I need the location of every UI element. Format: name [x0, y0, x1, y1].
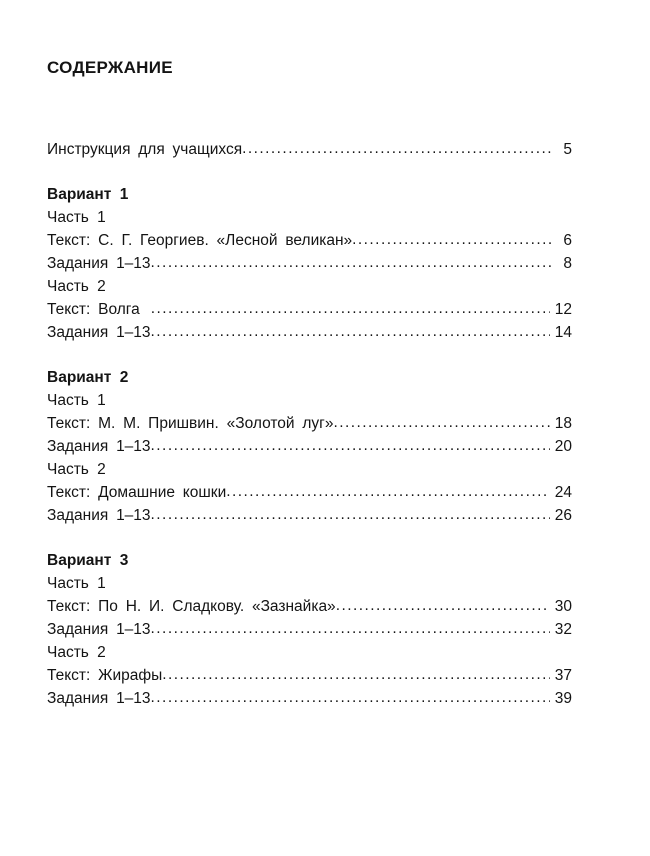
toc-entry-page: 6	[563, 232, 572, 249]
toc-section	[47, 183, 572, 344]
dot-leader	[352, 230, 554, 245]
toc-entry-page: 18	[554, 415, 572, 432]
toc-subheading: Часть 1	[47, 392, 106, 409]
toc-entry[interactable]	[47, 504, 572, 527]
toc-sections	[47, 183, 572, 710]
toc-entry[interactable]	[47, 687, 572, 710]
dot-leader	[151, 619, 550, 634]
toc-entry-label: Текст: Домашние кошки	[47, 484, 227, 501]
toc-entry[interactable]	[47, 595, 572, 618]
toc-subheading: Часть 2	[47, 461, 106, 478]
toc-entry-label: Текст: Волга	[47, 301, 140, 318]
toc-subheading: Часть 1	[47, 209, 106, 226]
table-of-contents	[47, 57, 572, 710]
toc-section-heading: Вариант 3	[47, 552, 129, 569]
toc-entry-label: Задания 1–13	[47, 690, 151, 707]
toc-section-heading: Вариант 2	[47, 369, 129, 386]
toc-entry-page: 14	[554, 324, 572, 341]
toc-entry-label: Задания 1–13	[47, 324, 151, 341]
dot-leader	[336, 596, 550, 611]
toc-entry-page: 32	[554, 621, 572, 638]
toc-entry-instruction[interactable]	[47, 138, 572, 161]
toc-entry-page: 26	[554, 507, 572, 524]
toc-entry-label: Задания 1–13	[47, 621, 151, 638]
toc-entry-label: Задания 1–13	[47, 255, 151, 272]
toc-subheading: Часть 2	[47, 278, 106, 295]
toc-entry[interactable]	[47, 321, 572, 344]
toc-entry-page: 20	[554, 438, 572, 455]
toc-section-heading: Вариант 1	[47, 186, 129, 203]
toc-entry-label: Текст: По Н. И. Сладкову. «Зазнайка»	[47, 598, 336, 615]
toc-entry[interactable]	[47, 252, 572, 275]
toc-section	[47, 549, 572, 710]
dot-leader	[151, 505, 550, 520]
toc-entry-label: Задания 1–13	[47, 507, 151, 524]
toc-entry[interactable]	[47, 664, 572, 687]
toc-entry[interactable]	[47, 481, 572, 504]
dot-leader	[151, 253, 554, 268]
toc-entry[interactable]	[47, 229, 572, 252]
dot-leader	[226, 482, 550, 497]
toc-subheading: Часть 1	[47, 575, 106, 592]
toc-entry-label: Текст: Жирафы	[47, 667, 163, 684]
dot-leader	[151, 436, 550, 451]
toc-entry-label: Текст: М. М. Пришвин. «Золотой луг»	[47, 415, 334, 432]
dot-leader	[151, 299, 550, 314]
dot-leader	[151, 322, 550, 337]
toc-entry[interactable]	[47, 435, 572, 458]
toc-entry-page: 5	[563, 141, 572, 158]
dot-leader	[333, 413, 549, 428]
toc-entry-page: 12	[554, 301, 572, 318]
toc-entry-page: 8	[563, 255, 572, 272]
toc-entry-page: 24	[554, 484, 572, 501]
toc-subheading: Часть 2	[47, 644, 106, 661]
page-title: СОДЕРЖАНИЕ	[47, 58, 173, 77]
dot-leader	[151, 688, 550, 703]
toc-entry-label: Инструкция для учащихся	[47, 141, 243, 158]
dot-leader	[162, 665, 550, 680]
toc-entry-page: 37	[554, 667, 572, 684]
toc-entry-label: Текст: С. Г. Георгиев. «Лесной великан»	[47, 232, 353, 249]
toc-entry-page: 30	[554, 598, 572, 615]
toc-entry-label: Задания 1–13	[47, 438, 151, 455]
dot-leader	[242, 139, 554, 154]
toc-entry[interactable]	[47, 298, 572, 321]
toc-section	[47, 366, 572, 527]
toc-entry[interactable]	[47, 618, 572, 641]
toc-entry[interactable]	[47, 412, 572, 435]
toc-body	[47, 138, 572, 710]
toc-entry-page: 39	[554, 690, 572, 707]
